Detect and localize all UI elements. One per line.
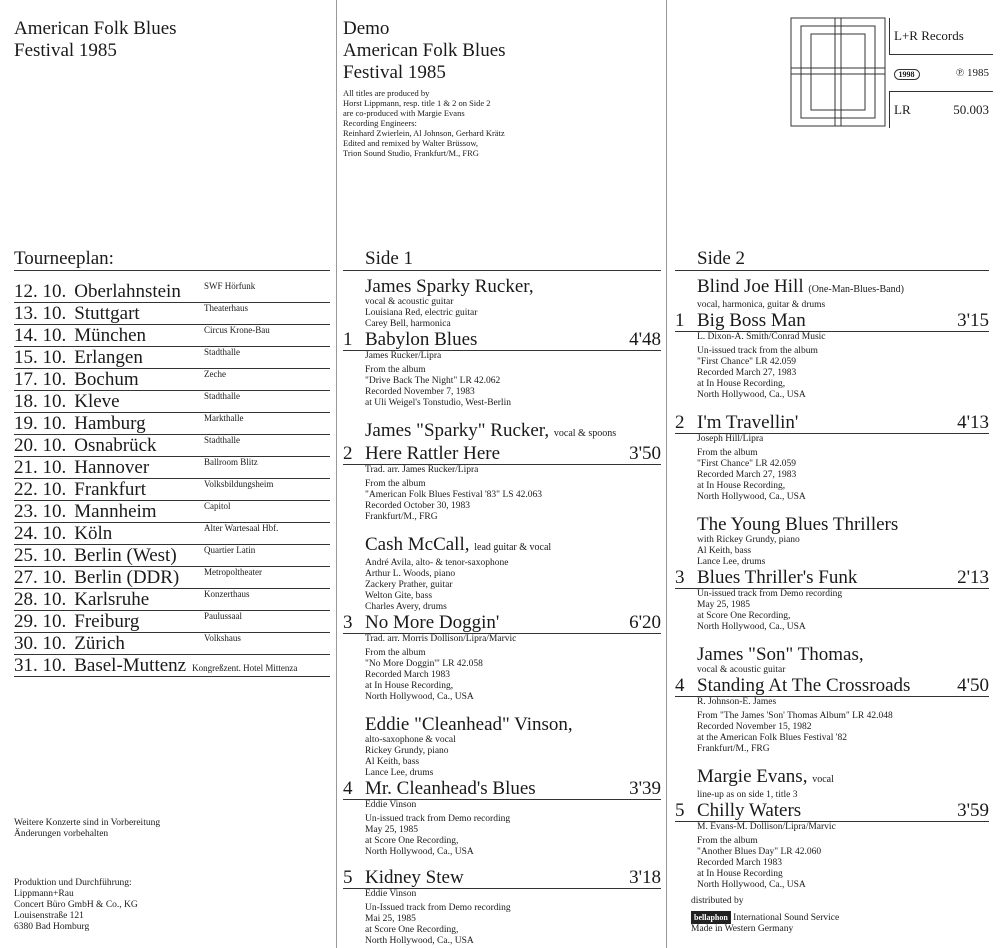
tour-venue: Alter Wartesaal Hbf. bbox=[204, 523, 279, 533]
track-duration: 3'18 bbox=[629, 867, 661, 888]
track-info bbox=[675, 822, 989, 891]
track-number: 1 bbox=[675, 310, 685, 331]
tour-venue: Volkshaus bbox=[204, 633, 241, 643]
track-title: No More Doggin' bbox=[365, 612, 500, 633]
track-info bbox=[675, 697, 989, 755]
side2-blocks bbox=[675, 277, 989, 891]
bellaphon-logo-icon: bellaphon bbox=[691, 911, 731, 924]
tour-date: 25. 10. bbox=[14, 545, 67, 566]
artist-name bbox=[343, 715, 661, 735]
dist-line bbox=[691, 911, 839, 924]
tour-date: 22. 10. bbox=[14, 479, 67, 500]
lineup-line: Carey Bell, harmonica bbox=[365, 319, 451, 329]
tour-city: Freiburg bbox=[74, 611, 140, 632]
track-info bbox=[343, 351, 661, 409]
track-number: 3 bbox=[675, 567, 685, 588]
info-line: Recorded November 7, 1983 bbox=[365, 387, 475, 397]
tour-row bbox=[14, 479, 330, 501]
artist-label: James "Sparky" Rucker, bbox=[365, 420, 550, 441]
lineup-line: Rickey Grundy, piano bbox=[365, 746, 449, 756]
tour-venue: Paulussaal bbox=[204, 611, 242, 621]
info-line: "No More Doggin'" LR 42.058 bbox=[365, 659, 483, 669]
made-in: Made in Western Germany bbox=[691, 924, 794, 934]
info-line: Un-Issued track from Demo recording bbox=[365, 903, 511, 913]
track-row bbox=[343, 613, 661, 634]
tour-row bbox=[14, 655, 330, 677]
tour-city: Stuttgart bbox=[74, 303, 140, 324]
label-badge bbox=[890, 55, 935, 92]
info-line: North Hollywood, Ca., USA bbox=[365, 692, 474, 702]
track-row bbox=[343, 868, 661, 889]
tour-city: Oberlahnstein bbox=[74, 281, 181, 302]
side1-tracklist bbox=[343, 248, 661, 947]
track-duration: 3'59 bbox=[957, 800, 989, 821]
track-info bbox=[343, 634, 661, 703]
info-line: Un-issued track from the album bbox=[697, 346, 818, 356]
track-block bbox=[343, 535, 661, 703]
tour-city: Karlsruhe bbox=[74, 589, 150, 610]
lineup-line: vocal & acoustic guitar bbox=[365, 297, 454, 307]
lineup-line: André Avila, alto- & tenor-saxophone bbox=[365, 558, 509, 568]
tour-row bbox=[14, 589, 330, 611]
lineup-line: Lance Lee, drums bbox=[697, 557, 766, 567]
track-number: 4 bbox=[675, 675, 685, 696]
track-title: Here Rattler Here bbox=[365, 443, 501, 464]
tour-venue: SWF Hörfunk bbox=[204, 281, 256, 291]
track-block bbox=[343, 277, 661, 409]
info-line: "First Chance" LR 42.059 bbox=[697, 459, 797, 469]
demo-title bbox=[343, 18, 506, 84]
artist-label: Cash McCall, bbox=[365, 534, 470, 555]
artist-label: Margie Evans, bbox=[697, 766, 808, 787]
track-duration: 3'15 bbox=[957, 310, 989, 331]
artist-name bbox=[343, 535, 661, 558]
artist-role: vocal bbox=[812, 774, 834, 785]
tour-row bbox=[14, 567, 330, 589]
track-number: 5 bbox=[675, 800, 685, 821]
tour-venue: Capitol bbox=[204, 501, 231, 511]
tour-row bbox=[14, 347, 330, 369]
artist-name bbox=[675, 515, 989, 535]
credit-line: are co-produced with Margie Evans bbox=[343, 108, 465, 118]
info-line: Mai 25, 1985 bbox=[365, 914, 416, 924]
artist-name bbox=[675, 645, 989, 665]
tour-notes bbox=[14, 818, 160, 840]
lineup-line: Charles Avery, drums bbox=[365, 602, 447, 612]
track-info bbox=[675, 589, 989, 633]
label-phono: ℗ 1985 bbox=[935, 55, 993, 92]
tour-city: Zürich bbox=[74, 633, 125, 654]
track-info bbox=[675, 434, 989, 503]
track-info bbox=[343, 889, 661, 947]
info-line: "American Folk Blues Festival '83" LS 42.063 bbox=[365, 490, 543, 500]
tour-date: 19. 10. bbox=[14, 413, 67, 434]
info-line: "Another Blues Day" LR 42.060 bbox=[697, 847, 822, 857]
track-number: 2 bbox=[343, 443, 353, 464]
info-line: From the album bbox=[697, 448, 758, 458]
lineup-line: Zackery Prather, guitar bbox=[365, 580, 453, 590]
info-line: Recorded March 1983 bbox=[365, 670, 450, 680]
track-info bbox=[343, 465, 661, 523]
info-line: at In House Recording, bbox=[365, 681, 454, 691]
credit-line: Edited and remixed by Walter Brüssow, bbox=[343, 138, 479, 148]
side1-blocks bbox=[343, 277, 661, 947]
side1-column bbox=[336, 0, 666, 948]
info-line: at In House Recording, bbox=[697, 379, 786, 389]
lineup-line: Al Keith, bass bbox=[697, 546, 752, 556]
track-title: I'm Travellin' bbox=[697, 412, 799, 433]
info-line: From "The James 'Son' Thomas Album" LR 42.048 bbox=[697, 711, 893, 721]
track-title: Blues Thriller's Funk bbox=[697, 567, 858, 588]
tour-row bbox=[14, 435, 330, 457]
track-number: 1 bbox=[343, 329, 353, 350]
lineup-line: Al Keith, bass bbox=[365, 757, 420, 767]
track-row bbox=[675, 801, 989, 822]
track-block bbox=[343, 868, 661, 947]
track-number: 3 bbox=[343, 612, 353, 633]
demo-title-line: Festival 1985 bbox=[343, 62, 446, 83]
track-block bbox=[675, 515, 989, 633]
prod-line: 6380 Bad Homburg bbox=[14, 922, 90, 932]
info-line: May 25, 1985 bbox=[697, 600, 751, 610]
info-line: May 25, 1985 bbox=[365, 825, 419, 835]
year-badge-icon: 1998 bbox=[894, 69, 920, 80]
track-number: 2 bbox=[675, 412, 685, 433]
note-line: Änderungen vorbehalten bbox=[14, 829, 109, 839]
tour-section bbox=[14, 248, 330, 677]
track-row bbox=[675, 413, 989, 434]
tour-venue: Theaterhaus bbox=[204, 303, 248, 313]
tour-venue: Markthalle bbox=[204, 413, 244, 423]
info-line: Un-issued track from Demo recording bbox=[697, 589, 843, 599]
production-notes bbox=[343, 88, 505, 158]
tour-date: 31. 10. bbox=[14, 655, 67, 676]
artist-role: lead guitar & vocal bbox=[474, 542, 552, 553]
tour-row bbox=[14, 523, 330, 545]
track-block bbox=[675, 413, 989, 503]
tour-row bbox=[14, 501, 330, 523]
info-line: at In House Recording bbox=[697, 869, 783, 879]
tour-city: Berlin (DDR) bbox=[74, 567, 180, 588]
info-line: North Hollywood, Ca., USA bbox=[697, 622, 806, 632]
info-line: at Score One Recording, bbox=[365, 836, 459, 846]
tour-venue: Stadthalle bbox=[204, 391, 240, 401]
track-writer: Eddie Vinson bbox=[365, 800, 417, 810]
tour-city: Bochum bbox=[74, 369, 139, 390]
track-writer: Eddie Vinson bbox=[365, 889, 417, 899]
track-row bbox=[675, 676, 989, 697]
tour-city: Berlin (West) bbox=[74, 545, 177, 566]
label-name: L+R Records bbox=[890, 18, 994, 55]
lineup bbox=[675, 535, 989, 568]
tour-city: Hamburg bbox=[74, 413, 146, 434]
title-line-1: American Folk Blues bbox=[14, 18, 177, 39]
track-writer: Trad. arr. Morris Dollison/Lipra/Marvic bbox=[365, 634, 517, 644]
info-line: Frankfurt/M., FRG bbox=[697, 744, 770, 754]
info-line: at the American Folk Blues Festival '82 bbox=[697, 733, 847, 743]
artist-label: Blind Joe Hill bbox=[697, 276, 804, 297]
tour-row bbox=[14, 281, 330, 303]
info-line: From the album bbox=[697, 836, 758, 846]
info-line: North Hollywood, Ca., USA bbox=[697, 880, 806, 890]
info-line: From the album bbox=[365, 648, 426, 658]
tour-date: 14. 10. bbox=[14, 325, 67, 346]
tour-date: 21. 10. bbox=[14, 457, 67, 478]
track-row bbox=[675, 311, 989, 332]
tour-row bbox=[14, 325, 330, 347]
track-block bbox=[675, 277, 989, 401]
info-line: North Hollywood, Ca., USA bbox=[365, 936, 474, 946]
credit-line: Trion Sound Studio, Frankfurt/M., FRG bbox=[343, 148, 479, 158]
info-line: North Hollywood, Ca., USA bbox=[697, 390, 806, 400]
info-line: at Score One Recording, bbox=[697, 611, 791, 621]
tour-venue: Volksbildungsheim bbox=[204, 479, 274, 489]
tour-date: 29. 10. bbox=[14, 611, 67, 632]
lineup-line: Arthur L. Woods, piano bbox=[365, 569, 456, 579]
track-row bbox=[343, 444, 661, 465]
tour-venue: Zeche bbox=[204, 369, 226, 379]
track-title: Chilly Waters bbox=[697, 800, 802, 821]
tour-row bbox=[14, 457, 330, 479]
lineup-line: Lance Lee, drums bbox=[365, 768, 434, 778]
tour-city: Osnabrück bbox=[74, 435, 157, 456]
lineup-line: vocal & acoustic guitar bbox=[697, 665, 786, 675]
tour-venue: Konzerthaus bbox=[204, 589, 250, 599]
track-writer: L. Dixon-A. Smith/Conrad Music bbox=[697, 332, 826, 342]
tour-venue: Metropoltheater bbox=[204, 567, 262, 577]
tour-venue: Kongreßzent. Hotel Mittenza bbox=[192, 663, 298, 673]
track-number: 4 bbox=[343, 778, 353, 799]
festival-title bbox=[14, 18, 177, 62]
tour-date: 27. 10. bbox=[14, 567, 67, 588]
lineup-line: Welton Gite, bass bbox=[365, 591, 433, 601]
tour-row bbox=[14, 633, 330, 655]
prod-line: Concert Büro GmbH & Co., KG bbox=[14, 900, 138, 910]
tour-row bbox=[14, 413, 330, 435]
tour-header: Tourneeplan: bbox=[14, 248, 330, 271]
track-writer: Joseph Hill/Lipra bbox=[697, 434, 764, 444]
tour-venue: Ballroom Blitz bbox=[204, 457, 258, 467]
label-info bbox=[889, 18, 993, 128]
track-block bbox=[343, 715, 661, 858]
tour-date: 28. 10. bbox=[14, 589, 67, 610]
tour-date: 17. 10. bbox=[14, 369, 67, 390]
tour-venue: Circus Krone-Bau bbox=[204, 325, 270, 335]
info-line: From the album bbox=[365, 365, 426, 375]
info-line: Recorded October 30, 1983 bbox=[365, 501, 470, 511]
tour-city: Basel-Muttenz bbox=[74, 655, 187, 676]
artist-role: vocal & spoons bbox=[553, 428, 617, 439]
title-line-2: Festival 1985 bbox=[14, 40, 117, 61]
tour-venue: Quartier Latin bbox=[204, 545, 256, 555]
track-duration: 3'39 bbox=[629, 778, 661, 799]
side2-header: Side 2 bbox=[675, 248, 989, 271]
info-line: Recorded March 1983 bbox=[697, 858, 782, 868]
track-duration: 3'50 bbox=[629, 443, 661, 464]
label-cat: 50.003 bbox=[935, 92, 993, 129]
credit-line: All titles are produced by bbox=[343, 88, 430, 98]
info-line: at Uli Weigel's Tonstudio, West-Berlin bbox=[365, 398, 511, 408]
track-writer: James Rucker/Lipra bbox=[365, 351, 442, 361]
track-duration: 2'13 bbox=[957, 567, 989, 588]
tour-row bbox=[14, 303, 330, 325]
artist-name bbox=[675, 767, 989, 790]
track-writer: R. Johnson-E. James bbox=[697, 697, 777, 707]
prod-line: Produktion und Durchführung: bbox=[14, 878, 132, 888]
track-block bbox=[343, 421, 661, 523]
tour-date: 23. 10. bbox=[14, 501, 67, 522]
artist-label: James "Son" Thomas, bbox=[697, 644, 864, 665]
track-title: Big Boss Man bbox=[697, 310, 806, 331]
lineup-line: Louisiana Red, electric guitar bbox=[365, 308, 478, 318]
tour-city: Frankfurt bbox=[74, 479, 147, 500]
prod-line: Lippmann+Rau bbox=[14, 889, 74, 899]
track-duration: 4'13 bbox=[957, 412, 989, 433]
tour-date: 30. 10. bbox=[14, 633, 67, 654]
track-block bbox=[675, 645, 989, 755]
tour-city: Köln bbox=[74, 523, 113, 544]
lineup-line: line-up as on side 1, title 3 bbox=[697, 790, 798, 800]
info-line: Recorded March 27, 1983 bbox=[697, 368, 797, 378]
track-writer: M. Evans-M. Dollison/Lipra/Marvic bbox=[697, 822, 836, 832]
info-line: North Hollywood, Ca., USA bbox=[365, 847, 474, 857]
side2-column bbox=[666, 0, 1000, 948]
production-credits bbox=[14, 878, 138, 933]
track-title: Standing At The Crossroads bbox=[697, 675, 911, 696]
info-line: "First Chance" LR 42.059 bbox=[697, 357, 797, 367]
artist-role: (One-Man-Blues-Band) bbox=[808, 284, 904, 295]
artist-name bbox=[675, 277, 989, 300]
track-duration: 6'20 bbox=[629, 612, 661, 633]
track-block bbox=[675, 767, 989, 891]
tour-date: 13. 10. bbox=[14, 303, 67, 324]
tour-row bbox=[14, 545, 330, 567]
track-info bbox=[343, 800, 661, 858]
track-row bbox=[343, 779, 661, 800]
track-writer: Trad. arr. James Rucker/Lipra bbox=[365, 465, 479, 475]
info-line: at In House Recording, bbox=[697, 481, 786, 491]
lr-records-logo-icon bbox=[789, 16, 887, 128]
info-line: Recorded March 27, 1983 bbox=[697, 470, 797, 480]
info-line: From the album bbox=[365, 479, 426, 489]
track-row bbox=[675, 568, 989, 589]
demo-title-line: Demo bbox=[343, 18, 390, 39]
lineup-line: alto-saxophone & vocal bbox=[365, 735, 456, 745]
track-title: Mr. Cleanhead's Blues bbox=[365, 778, 536, 799]
track-duration: 4'48 bbox=[629, 329, 661, 350]
track-title: Babylon Blues bbox=[365, 329, 478, 350]
side1-header: Side 1 bbox=[343, 248, 661, 271]
info-line: "Drive Back The Night" LR 42.062 bbox=[365, 376, 501, 386]
info-line: at Score One Recording, bbox=[365, 925, 459, 935]
tour-row bbox=[14, 391, 330, 413]
track-info bbox=[675, 332, 989, 401]
tour-city: Erlangen bbox=[74, 347, 143, 368]
artist-label: The Young Blues Thrillers bbox=[697, 514, 899, 535]
lineup bbox=[343, 735, 661, 779]
credit-line: Reinhard Zwierlein, Al Johnson, Gerhard Krätz bbox=[343, 128, 505, 138]
tour-row bbox=[14, 369, 330, 391]
credit-line: Recording Engineers: bbox=[343, 118, 417, 128]
tour-city: Mannheim bbox=[74, 501, 157, 522]
prod-line: Louisenstraße 121 bbox=[14, 911, 84, 921]
lineup bbox=[343, 558, 661, 613]
artist-label: James Sparky Rucker, bbox=[365, 276, 534, 297]
tour-column bbox=[0, 0, 336, 948]
note-line: Weitere Konzerte sind in Vorbereitung bbox=[14, 818, 161, 828]
tour-date: 18. 10. bbox=[14, 391, 67, 412]
tour-date: 24. 10. bbox=[14, 523, 67, 544]
track-title: Kidney Stew bbox=[365, 867, 464, 888]
distribution bbox=[691, 896, 839, 935]
tour-date: 12. 10. bbox=[14, 281, 67, 302]
side2-tracklist bbox=[675, 248, 989, 891]
label-cat-prefix: LR bbox=[890, 92, 935, 129]
lineup-line: with Rickey Grundy, piano bbox=[697, 535, 800, 545]
track-number: 5 bbox=[343, 867, 353, 888]
tour-venue: Stadthalle bbox=[204, 435, 240, 445]
dist-name: International Sound Service bbox=[733, 913, 840, 923]
lineup-line: vocal, harmonica, guitar & drums bbox=[697, 300, 826, 310]
info-line: Frankfurt/M., FRG bbox=[365, 512, 438, 522]
distributed-by: distributed by bbox=[691, 896, 744, 906]
info-line: Un-issued track from Demo recording bbox=[365, 814, 511, 824]
tour-list bbox=[14, 281, 330, 677]
tour-date: 15. 10. bbox=[14, 347, 67, 368]
tour-city: München bbox=[74, 325, 147, 346]
demo-title-line: American Folk Blues bbox=[343, 40, 506, 61]
lineup bbox=[343, 297, 661, 330]
credit-line: Horst Lippmann, resp. title 1 & 2 on Side 2 bbox=[343, 98, 491, 108]
tour-row bbox=[14, 611, 330, 633]
artist-label: Eddie "Cleanhead" Vinson, bbox=[365, 714, 573, 735]
tour-date: 20. 10. bbox=[14, 435, 67, 456]
track-row bbox=[343, 330, 661, 351]
artist-name bbox=[343, 421, 661, 444]
track-duration: 4'50 bbox=[957, 675, 989, 696]
tour-city: Hannover bbox=[74, 457, 150, 478]
artist-name bbox=[343, 277, 661, 297]
tour-venue: Stadthalle bbox=[204, 347, 240, 357]
info-line: North Hollywood, Ca., USA bbox=[697, 492, 806, 502]
info-line: Recorded November 15, 1982 bbox=[697, 722, 812, 732]
tour-city: Kleve bbox=[74, 391, 120, 412]
